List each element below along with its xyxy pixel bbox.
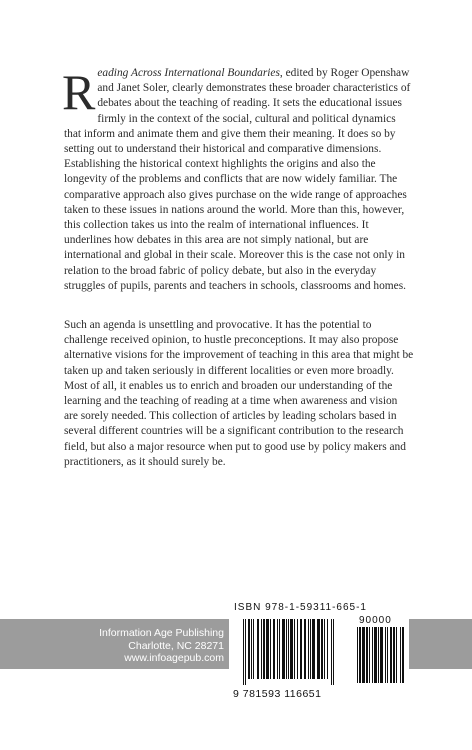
publisher-name: Information Age Publishing	[99, 627, 224, 639]
price-barcode	[357, 627, 405, 685]
book-title: eading Across International Boundaries	[97, 67, 280, 79]
paragraph-1-text: , edited by Roger Openshaw and Janet Soler, clearly demonstrates these broader characteristics of debates about the teaching of reading. It sets the educational issues firmly in the context of the social, cultural and political dynamics that inform and animate them and give them their meaning. It does so by setting out to understand their historical and comparative dimensions. Establishing the historical context highlights the origins and also the longevity of the problems and conflicts that are now widely familiar. The comparative approach also gives purchase on the wide range of approaches taken to these issues in nations around the world. More than this, however, this collection takes us into the realm of international influences. It underlines how debates in this area are not simply national, but are international and global in their scale. Moreover this is the case not only in relation to the broad fabric of policy debate, but also in the everyday struggles of pupils, parents and teachers in schools, classrooms and homes.	[64, 67, 411, 292]
publisher-city: Charlotte, NC 28271	[128, 639, 224, 652]
publisher-info	[0, 627, 224, 665]
drop-cap: R	[62, 64, 96, 120]
publisher-website: www.infoagepub.com	[124, 652, 224, 664]
barcode-digits: 9 781593 116651	[233, 688, 322, 700]
price-code: 90000	[359, 615, 392, 626]
blurb-paragraph-1	[64, 66, 414, 294]
blurb-paragraph-2: Such an agenda is unsettling and provocative. It has the potential to challenge received opinion, to hustle preconceptions. It may also propose alternative visions for the improvement of teaching in this area that might be taken up and taken seriously in different localities or even more broadly. Most of all, it enables us to enrich and broaden our understanding of the learning and the teaching of reading at a time when awareness and vision are sorely needed. This collection of articles by leading scholars based in several different countries will be a significant contribution to the research field, but also a major resource when put to good use by policy makers and practitioners, as it should surely be.	[64, 319, 414, 468]
isbn-label: ISBN 978-1-59311-665-1	[234, 602, 367, 613]
isbn-barcode	[243, 619, 353, 687]
barcode-box	[229, 600, 409, 703]
